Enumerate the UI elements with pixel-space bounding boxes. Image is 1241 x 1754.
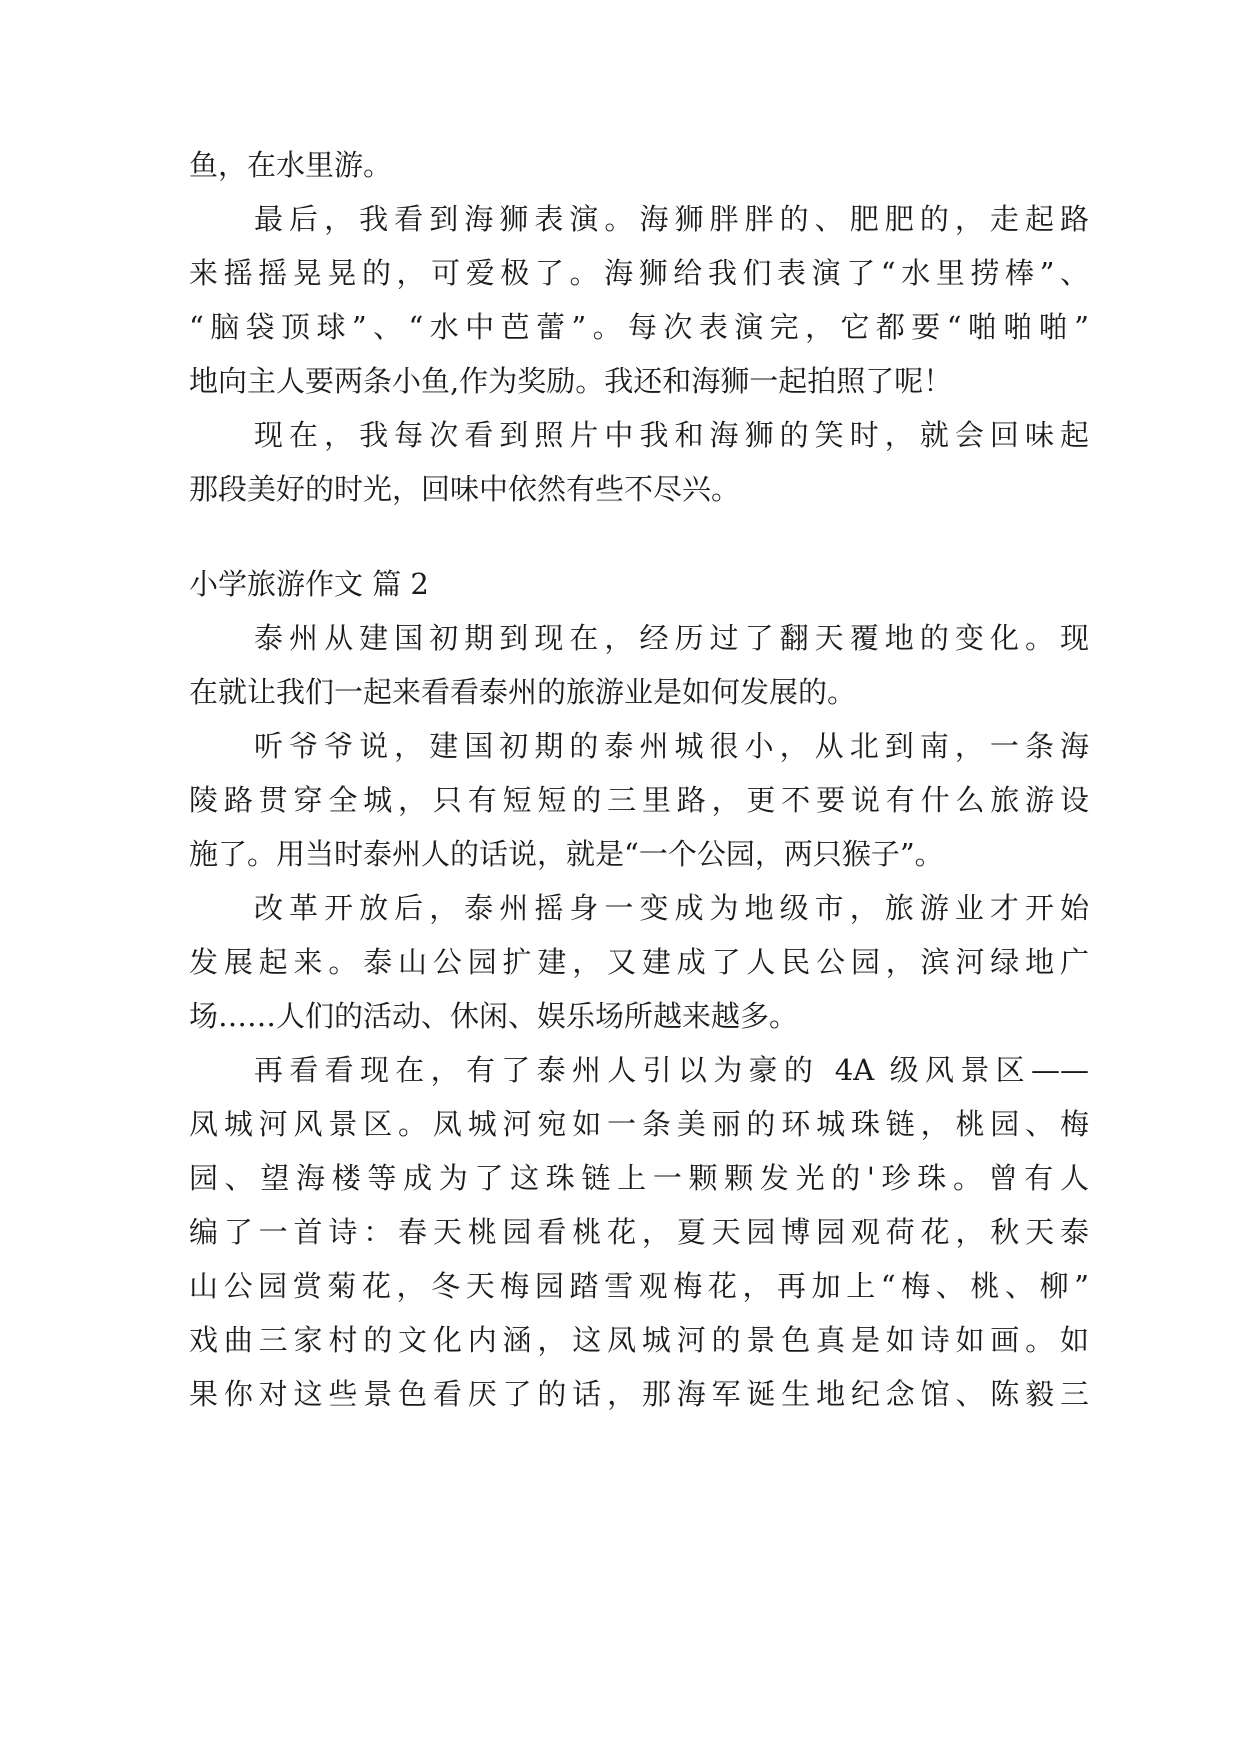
paragraph-line: 来摇摇晃晃的，可爱极了。海狮给我们表演了“水里捞棒”、: [189, 256, 1089, 290]
paragraph-line: 发展起来。泰山公园扩建，又建成了人民公园，滨河绿地广: [189, 945, 1089, 979]
paragraph-line: 编了一首诗：春天桃园看桃花，夏天园博园观荷花，秋天泰: [189, 1215, 1089, 1249]
paragraph-line: 地向主人要两条小鱼,作为奖励。我还和海狮一起拍照了呢！: [189, 364, 953, 398]
paragraph-line: 泰州从建国初期到现在，经历过了翻天覆地的变化。现: [254, 621, 1089, 655]
paragraph-line: 听爷爷说，建国初期的泰州城很小，从北到南，一条海: [254, 729, 1089, 763]
paragraph-line: 陵路贯穿全城，只有短短的三里路，更不要说有什么旅游设: [189, 783, 1089, 817]
paragraph-line: 戏曲三家村的文化内涵，这凤城河的景色真是如诗如画。如: [189, 1323, 1089, 1357]
section-heading: 小学旅游作文 篇 2: [189, 567, 429, 601]
paragraph-line: 最后，我看到海狮表演。海狮胖胖的、肥肥的，走起路: [254, 202, 1089, 236]
paragraph-line: 在就让我们一起来看看泰州的旅游业是如何发展的。: [189, 675, 857, 709]
paragraph-line: 再看看现在，有了泰州人引以为豪的 4A 级风景区——: [254, 1053, 1089, 1087]
paragraph-line: 鱼，在水里游。: [189, 148, 393, 182]
paragraph-line: “脑袋顶球”、“水中芭蕾”。每次表演完，它都要“啪啪啪”: [189, 310, 1089, 344]
paragraph-line: 山公园赏菊花，冬天梅园踏雪观梅花，再加上“梅、桃、柳”: [189, 1269, 1089, 1303]
paragraph-line: 场……人们的活动、休闲、娱乐场所越来越多。: [189, 999, 799, 1033]
paragraph-line: 现在，我每次看到照片中我和海狮的笑时，就会回味起: [254, 418, 1089, 452]
paragraph-line: 施了。用当时泰州人的话说，就是“一个公园，两只猴子”。: [189, 837, 944, 871]
paragraph-line: 果你对这些景色看厌了的话，那海军诞生地纪念馆、陈毅三: [189, 1377, 1089, 1411]
paragraph-line: 园、望海楼等成为了这珠链上一颗颗发光的'珍珠。曾有人: [189, 1161, 1089, 1195]
paragraph-line: 那段美好的时光，回味中依然有些不尽兴。: [189, 472, 741, 506]
paragraph-line: 改革开放后，泰州摇身一变成为地级市，旅游业才开始: [254, 891, 1089, 925]
paragraph-line: 凤城河风景区。凤城河宛如一条美丽的环城珠链，桃园、梅: [189, 1107, 1089, 1141]
